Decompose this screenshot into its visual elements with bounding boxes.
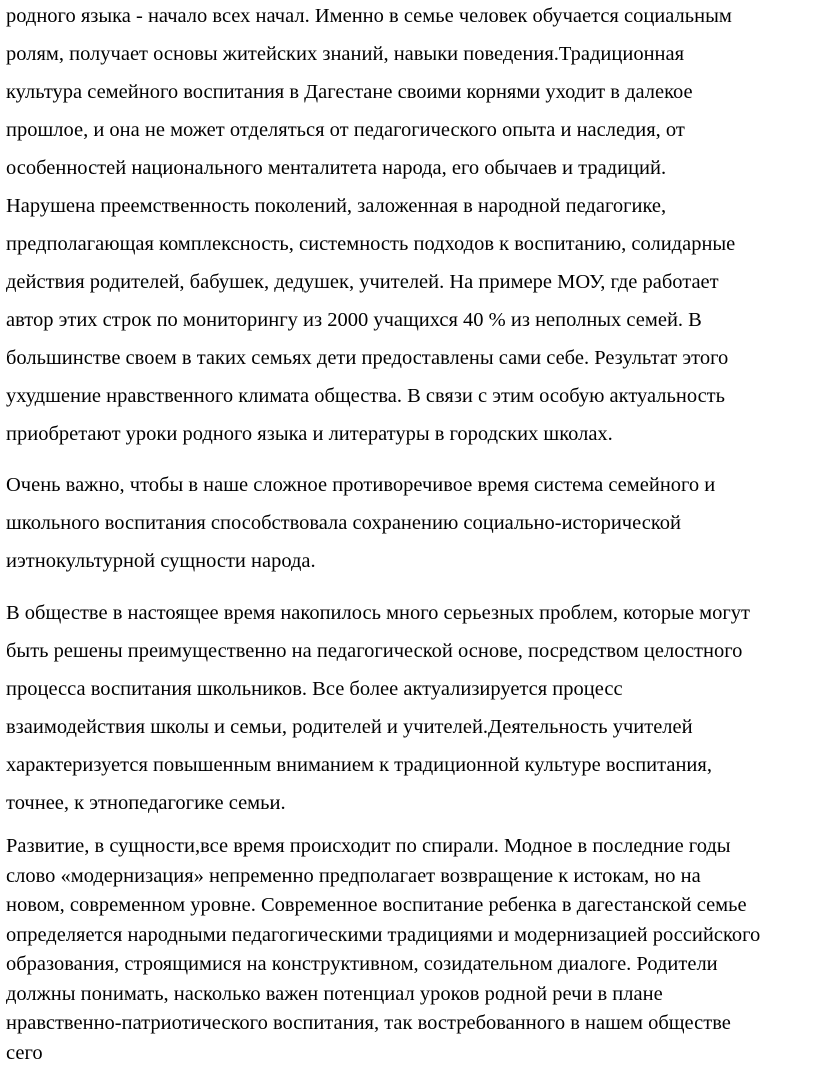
text-line: ухудшение нравственного климата общества. В связи с этим особую актуальность <box>6 385 725 407</box>
text-line: Развитие, в сущности,все время происходит по спирали. Модное в последние годы <box>6 835 731 857</box>
text-line: характеризуется повышенным вниманием к традиционной культуре воспитания, <box>6 754 712 776</box>
text-line: культура семейного воспитания в Дагестане своими корнями уходит в далекое <box>6 81 693 103</box>
text-line: приобретают уроки родного языка и литературы в городских школах. <box>6 423 613 445</box>
paragraph-3 <box>6 594 814 822</box>
text-line: автор этих строк по мониторингу из 2000 учащихся 40 % из неполных семей. В <box>6 309 702 331</box>
text-line: новом, современном уровне. Современное воспитание ребенка в дагестанской семье <box>6 894 747 916</box>
document-page <box>6 0 814 1068</box>
text-line: большинстве своем в таких семьях дети предоставлены сами себе. Результат этого <box>6 347 729 369</box>
paragraph-1 <box>6 0 814 453</box>
paragraph-2 <box>6 466 814 580</box>
text-line: слово «модернизация» непременно предполагает возвращение к истокам, но на <box>6 864 701 887</box>
text-line: сего <box>6 1041 43 1064</box>
text-line: Нарушена преемственность поколений, заложенная в народной педагогике, <box>6 195 667 217</box>
text-line: действия родителей, бабушек, дедушек, учителей. На примере МОУ, где работает <box>6 271 719 293</box>
text-line: быть решены преимущественно на педагогической основе, посредством целостного <box>6 640 743 662</box>
text-line: ролям, получает основы житейских знаний, навыки поведения.Традиционная <box>6 43 685 65</box>
text-line: особенностей национального менталитета народа, его обычаев и традиций. <box>6 157 667 179</box>
text-line: точнее, к этнопедагогике семьи. <box>6 792 286 814</box>
text-line: процесса воспитания школьников. Все более актуализируется процесс <box>6 678 623 700</box>
text-line: родного языка - начало всех начал. Именно в семье человек обучается социальным <box>6 5 732 27</box>
text-line: иэтнокультурной сущности народа. <box>6 550 316 572</box>
text-line: должны понимать, насколько важен потенциал уроков родной речи в плане <box>6 982 663 1005</box>
text-line: прошлое, и она не может отделяться от педагогического опыта и наследия, от <box>6 119 685 141</box>
text-line: нравственно-патриотического воспитания, так востребованного в нашем обществе <box>6 1012 731 1034</box>
text-line: предполагающая комплексность, системность подходов к воспитанию, солидарные <box>6 233 736 255</box>
text-line: образования, строящимися на конструктивном, созидательном диалоге. Родители <box>6 953 718 975</box>
text-line: школьного воспитания способствовала сохранению социально-исторической <box>6 512 681 534</box>
text-line: В обществе в настоящее время накопилось много серьезных проблем, которые могут <box>6 602 751 624</box>
text-line: взаимодействия школы и семьи, родителей и учителей.Деятельность учителей <box>6 716 693 738</box>
text-line: Очень важно, чтобы в наше сложное противоречивое время система семейного и <box>6 474 716 496</box>
paragraph-4 <box>6 832 814 1068</box>
text-line: определяется народными педагогическими традициями и модернизацией российского <box>6 923 761 946</box>
